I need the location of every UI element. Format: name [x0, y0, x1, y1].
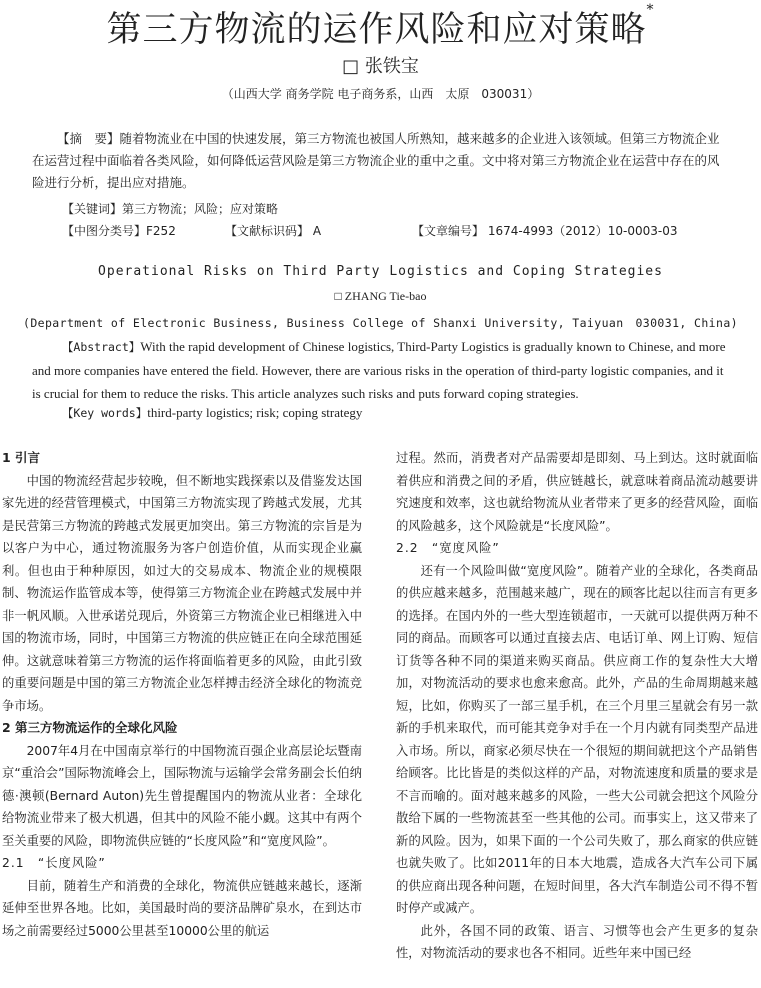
abstract-zh-label: 【摘 要】	[57, 131, 120, 146]
clc-number	[62, 222, 176, 240]
paragraph: 目前，随着生产和消费的全球化，物流供应链越来越长，逐渐延伸至世界各地。比如，美国最时尚的要济品牌矿泉水，在到达市场之前需要经过5000公里甚至10000公里的航运	[2, 878, 362, 938]
title-footnote-mark: *	[646, 2, 655, 18]
paragraph: 过程。然而，消费者对产品需要却是即刻、马上到达。这时就面临着供应和消费之间的矛盾，供应链越长，就意味着商品流动越要讲究速度和效率，这也就给物流从业者带来了更多的经营风险，面临的风险越多，这个风险就是“长度风险”。	[396, 451, 758, 533]
article-no-value: 1674-4993（2012）10-0003-03	[487, 224, 678, 238]
body-column-left	[2, 447, 362, 942]
keywords-zh-text: 第三方物流；风险；应对策略	[122, 202, 279, 216]
abstract-en-text: With the rapid development of Chinese logistics, Third-Party Logistics is gradually known to Chinese, and more and more companies have entered the field. However, there are various risks in the operation of third-party logistic companies, and it is crucial for them to reduce the risks. This article analyzes such risks and puts forward coping strategies.	[32, 339, 726, 401]
paper-title-text: 第三方物流的运作风险和应对策略	[106, 10, 647, 50]
article-no-label: 【文章编号】	[412, 224, 485, 238]
paragraph: 中国的物流经营起步较晚，但不断地实践探索以及借鉴发达国家先进的经营管理模式，中国第三方物流实现了跨越式发展，尤其是民营第三方物流的跨越式发展更加突出。第三方物流的宗旨是为以客户为中心，通过物流服务为客户创造价值，从而实现企业赢利。但也由于种种原因，如过大的交易成本、物流企业的规模限制、物流运作监管成本等，使得第三方物流企业在跨越式发展中并非一帆风顺。入世承诺兑现后，外资第三方物流企业已相继进入中国的物流市场，同时，中国第三方物流的供应链正在向全球范围延伸。这就意味着第三方物流的运作将面临着更多的风险，由此引致的重要问题是中国的第三方物流企业怎样搏击经济全球化的物流竞争市场。	[2, 473, 362, 713]
paragraph: 2007年4月在中国南京举行的中国物流百强企业高层论坛暨南京“重洽会”国际物流峰会上，国际物流与运输学会常务副会长伯纳德·澳顿(Bernard Auton)先生曾提醒国内的物流从业者：全球化给物流业带来了极大机遇，但其中的风险不能小觑。这其中有两个至关重要的风险，即物流供应链的“长度风险”和“宽度风险”。	[2, 743, 362, 848]
body-column-right	[396, 447, 758, 965]
paper-title	[0, 2, 761, 52]
keywords-zh	[62, 200, 278, 218]
affiliation: （山西大学 商务学院 电子商务系，山西 太原 030031）	[221, 87, 540, 101]
english-author: □ ZHANG Tie-bao	[334, 289, 427, 303]
author: □ 张铁宝	[342, 56, 419, 77]
keywords-zh-label: 【关键词】	[62, 202, 123, 216]
keywords-en-text: third-party logistics; risk; coping strategy	[147, 405, 363, 420]
doc-code-value: A	[312, 224, 322, 238]
section-1-heading: 1 引言	[2, 450, 41, 465]
section-2-1-heading: 2.1 “长度风险”	[2, 856, 106, 870]
keywords-en	[32, 402, 732, 424]
article-number	[412, 222, 678, 240]
document-code	[225, 222, 321, 240]
abstract-zh-text: 随着物流业在中国的快速发展，第三方物流也被国人所熟知，越来越多的企业进入该领域。但第三方物流企业在运营过程中面临着各类风险，如何降低运营风险是第三方物流企业的重中之重。文中将对第三方物流企业在运营中存在的风险进行分析，提出应对措施。	[32, 131, 720, 190]
clc-label: 【中图分类号】	[62, 224, 147, 238]
english-title: Operational Risks on Third Party Logistics and Coping Strategies	[98, 264, 663, 279]
section-2-heading: 2 第三方物流运作的全球化风险	[2, 720, 178, 735]
abstract-en	[32, 335, 732, 405]
english-affiliation: (Department of Electronic Business, Business College of Shanxi University, Taiyuan 030031, China)	[23, 316, 738, 330]
keywords-en-label: 【Key words】	[61, 406, 148, 420]
paragraph: 还有一个风险叫做“宽度风险”。随着产业的全球化，各类商品的供应越来越多，范围越来越广，现在的顾客比起以往而言有更多的选择。在国内外的一些大型连锁超市，一天就可以提供两万种不同的商品。而顾客可以通过直接去店、电话订单、网上订购、短信订货等各种不同的渠道来购买商品。供应商工作的复杂性大大增加，对物流活动的要求也愈来愈高。此外，产品的生命周期越来越短，比如，你购买了一部三星手机，在三个月里三星就会有另一款新的手机来取代，而可能其竞争对手在一个月内就有同类型产品进入市场。所以，商家必须尽快在一个很短的期间就把这个产品销售给顾客。比比皆是的类似这样的产品，对物流速度和质量的要求是不言而喻的。面对越来越多的风险，一些大公司就会把这个风险分散给下属的一些物流甚至一些其他的公司。而事实上，这又带来了新的风险。因为，如果下面的一个公司失败了，那么商家的供应链也就失败了。比如2011年的日本大地震，造成各大汽车公司下属的供应商出现各种问题，在短时间里，各大汽车制造公司不得不暂时停产或减产。	[396, 563, 758, 915]
paragraph: 此外，各国不同的政策、语言、习惯等也会产生更多的复杂性，对物流活动的要求也各不相同。近些年来中国已经	[396, 923, 758, 960]
section-2-2-heading: 2.2 “宽度风险”	[396, 541, 500, 555]
doc-code-label: 【文献标识码】	[225, 224, 310, 238]
abstract-en-label: 【Abstract】	[61, 340, 141, 354]
abstract-zh	[32, 128, 730, 194]
clc-value: F252	[146, 224, 176, 238]
